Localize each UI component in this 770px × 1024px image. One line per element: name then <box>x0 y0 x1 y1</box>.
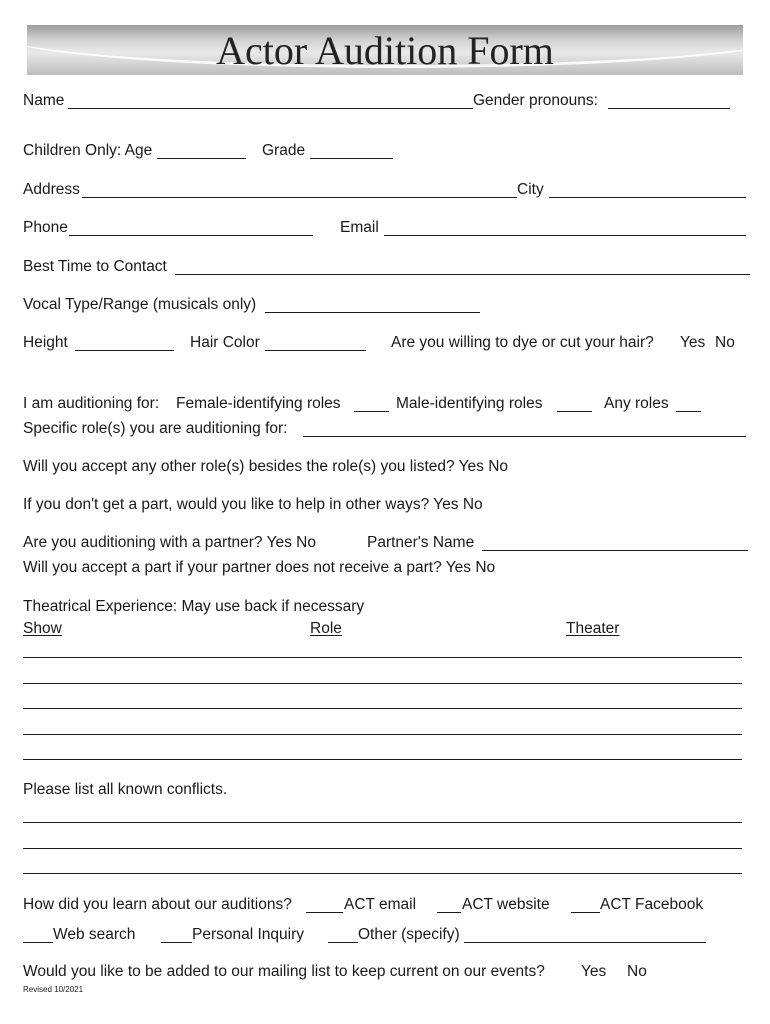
experience-line[interactable] <box>23 683 742 684</box>
any-roles-label: Any roles <box>604 395 669 412</box>
city-field[interactable] <box>549 197 746 198</box>
mailing-yes-option[interactable]: Yes <box>581 963 607 980</box>
theater-column-header: Theater <box>566 620 620 637</box>
address-label: Address <box>23 181 80 198</box>
accept-other-roles-question: Will you accept any other role(s) besides the role(s) you listed? Yes No <box>23 458 509 475</box>
vocal-type-field[interactable] <box>265 312 480 313</box>
web-search-blank[interactable] <box>23 942 53 943</box>
dye-question: Are you willing to dye or cut your hair? <box>391 334 654 351</box>
help-other-ways-question: If you don't get a part, would you like to help in other ways? Yes No <box>23 496 483 513</box>
learn-question: How did you learn about our auditions? <box>23 896 292 913</box>
children-age-label: Children Only: Age <box>23 142 153 159</box>
show-column-header: Show <box>23 620 62 637</box>
mailing-list-question: Would you like to be added to our mailing list to keep current on our events? <box>23 963 545 980</box>
experience-line[interactable] <box>23 759 742 760</box>
conflicts-label: Please list all known conflicts. <box>23 781 228 798</box>
female-roles-label: Female-identifying roles <box>176 395 341 412</box>
act-website-blank[interactable] <box>437 912 461 913</box>
female-roles-field[interactable] <box>354 411 389 412</box>
other-specify-field[interactable] <box>464 942 706 943</box>
partner-name-label: Partner's Name <box>367 534 475 551</box>
act-email-blank[interactable] <box>306 912 343 913</box>
name-label: Name <box>23 92 65 109</box>
age-field[interactable] <box>157 158 246 159</box>
phone-label: Phone <box>23 219 68 236</box>
other-blank[interactable] <box>328 942 358 943</box>
personal-inquiry-blank[interactable] <box>161 942 192 943</box>
address-field[interactable] <box>82 197 517 198</box>
specific-roles-field[interactable] <box>303 436 746 437</box>
best-time-label: Best Time to Contact <box>23 258 167 275</box>
auditioning-for-label: I am auditioning for: <box>23 395 160 412</box>
experience-line[interactable] <box>23 708 742 709</box>
revision-note: Revised 10/2021 <box>23 985 84 994</box>
city-label: City <box>517 181 544 198</box>
dye-yes-option[interactable]: Yes <box>680 334 706 351</box>
male-roles-field[interactable] <box>557 411 592 412</box>
best-time-field[interactable] <box>175 274 750 275</box>
email-label: Email <box>340 219 379 236</box>
hair-color-field[interactable] <box>265 350 366 351</box>
act-email-option: ACT email <box>344 896 417 913</box>
experience-line[interactable] <box>23 734 742 735</box>
height-field[interactable] <box>75 350 174 351</box>
partner-question: Are you auditioning with a partner? Yes No <box>23 534 316 551</box>
partner-accept-question: Will you accept a part if your partner does not receive a part? Yes No <box>23 559 496 576</box>
other-option: Other (specify) <box>358 926 460 943</box>
grade-label: Grade <box>262 142 306 159</box>
experience-label: Theatrical Experience: May use back if necessary <box>23 598 365 615</box>
act-facebook-option: ACT Facebook <box>600 896 704 913</box>
web-search-option: Web search <box>53 926 136 943</box>
gender-pronouns-field[interactable] <box>608 108 730 109</box>
gender-pronouns-label: Gender pronouns: <box>473 92 598 109</box>
any-roles-field[interactable] <box>676 411 701 412</box>
dye-no-option[interactable]: No <box>715 334 735 351</box>
role-column-header: Role <box>310 620 342 637</box>
email-field[interactable] <box>384 235 746 236</box>
name-field[interactable] <box>68 108 473 109</box>
act-website-option: ACT website <box>462 896 550 913</box>
conflicts-line[interactable] <box>23 873 742 874</box>
grade-field[interactable] <box>310 158 393 159</box>
act-facebook-blank[interactable] <box>571 912 600 913</box>
specific-roles-label: Specific role(s) you are auditioning for: <box>23 420 288 437</box>
phone-field[interactable] <box>69 235 313 236</box>
form-title: Actor Audition Form <box>216 28 554 73</box>
vocal-type-label: Vocal Type/Range (musicals only) <box>23 296 257 313</box>
male-roles-label: Male-identifying roles <box>396 395 543 412</box>
hair-color-label: Hair Color <box>190 334 260 351</box>
conflicts-line[interactable] <box>23 848 742 849</box>
height-label: Height <box>23 334 68 351</box>
mailing-no-option[interactable]: No <box>627 963 647 980</box>
partner-name-field[interactable] <box>482 550 748 551</box>
personal-inquiry-option: Personal Inquiry <box>192 926 305 943</box>
conflicts-line[interactable] <box>23 822 742 823</box>
experience-line[interactable] <box>23 657 742 658</box>
